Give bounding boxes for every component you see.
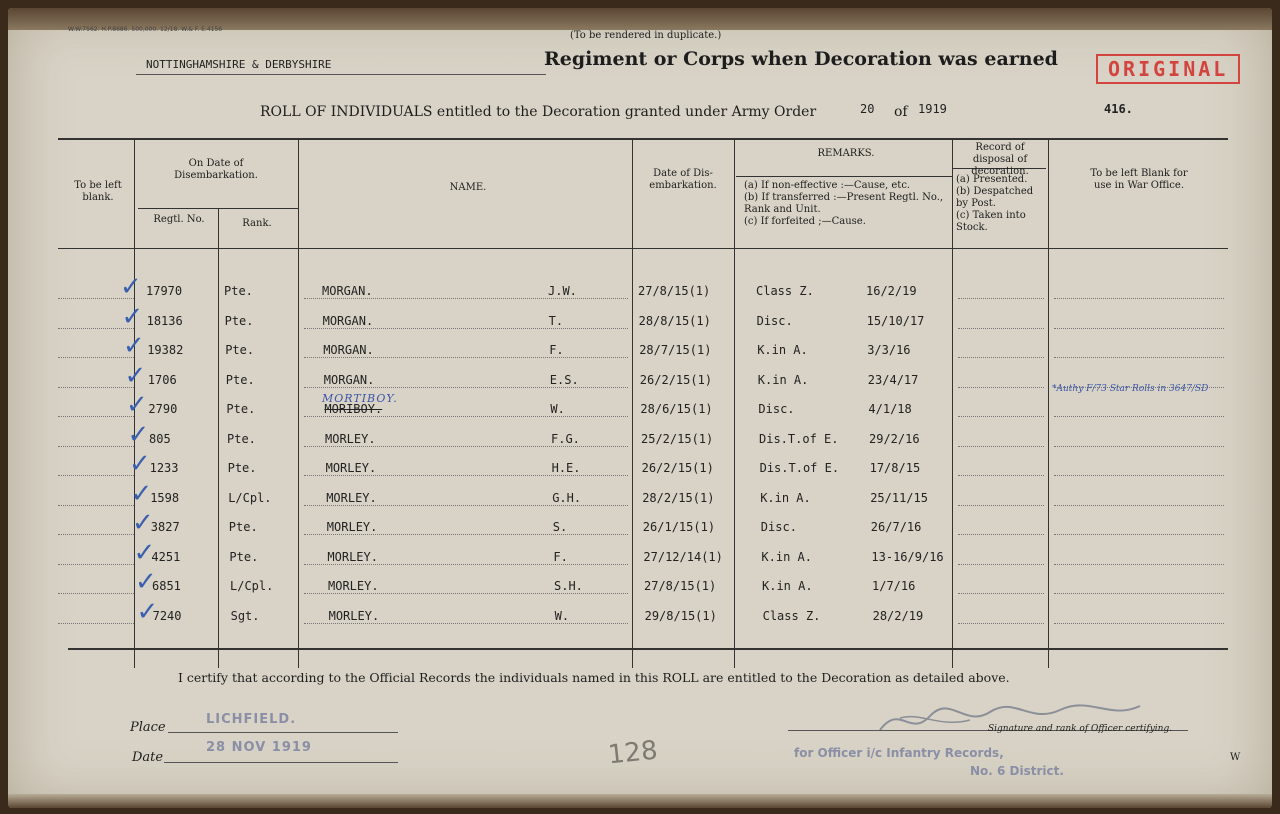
row-dotted-rule bbox=[58, 328, 134, 329]
cell-remark-date: 28/2/19 bbox=[872, 608, 924, 623]
row-dotted-rule bbox=[1054, 564, 1224, 565]
row-dotted-rule bbox=[1054, 475, 1224, 476]
checkmark-icon: ✓ bbox=[129, 449, 151, 479]
row-dotted-rule bbox=[958, 623, 1044, 624]
row-dotted-rule bbox=[958, 534, 1044, 535]
header-remarks-b: (b) If transferred :—Present Regtl. No., Rank and Unit. bbox=[744, 192, 944, 215]
cell-regtl-no: 6851 bbox=[152, 579, 181, 593]
header-regtl-no: Regtl. No. bbox=[153, 214, 205, 225]
cell-rank: Pte. bbox=[226, 402, 256, 416]
cell-initials: S. bbox=[552, 520, 568, 534]
header-war-office: To be left Blank for use in War Office. bbox=[1090, 168, 1188, 191]
cell-surname: MORLEY. bbox=[327, 549, 378, 564]
cell-surname: MORLEY. bbox=[325, 461, 377, 475]
row-dotted-rule bbox=[58, 416, 134, 417]
row-dotted-rule bbox=[1054, 416, 1224, 417]
header-disposal-c: (c) Taken into Stock. bbox=[956, 210, 1026, 233]
header-remarks-a: (a) If non-effective :—Cause, etc. bbox=[744, 180, 911, 191]
cell-remark-cause: K.in A. bbox=[761, 549, 812, 564]
row-dotted-rule bbox=[1054, 593, 1224, 594]
cell-rank: Pte. bbox=[224, 313, 254, 328]
cell-remark-date: 1/7/16 bbox=[872, 579, 916, 593]
checkmark-icon: ✓ bbox=[130, 478, 153, 509]
row-dotted-rule bbox=[58, 505, 134, 506]
row-dotted-rule bbox=[1054, 298, 1224, 299]
cell-remark-cause: Dis.T.of E. bbox=[759, 431, 839, 446]
cell-disembark-date: 27/8/15(1) bbox=[638, 284, 711, 298]
cell-disembark-date: 26/2/15(1) bbox=[639, 372, 713, 387]
row-dotted-rule bbox=[58, 357, 134, 358]
row-dotted-rule bbox=[58, 475, 134, 476]
row-dotted-rule bbox=[958, 475, 1044, 476]
row-dotted-rule bbox=[958, 564, 1044, 565]
header-disposal: Record of disposal of decoration. bbox=[971, 142, 1029, 177]
cell-remark-cause: Dis.T.of E. bbox=[759, 461, 840, 475]
cell-surname: MORGAN. bbox=[323, 372, 375, 387]
checkmark-icon: ✓ bbox=[133, 537, 156, 568]
cell-initials: W. bbox=[550, 402, 565, 416]
header-rank: Rank. bbox=[242, 218, 272, 229]
cell-rank: Pte. bbox=[229, 549, 259, 564]
cell-surname: MORLEY. bbox=[328, 608, 380, 623]
header-remarks-c: (c) If forfeited ;—Cause. bbox=[744, 216, 866, 227]
row-dotted-rule bbox=[1054, 357, 1224, 358]
cell-remark-cause: Disc. bbox=[760, 520, 797, 534]
cell-initials: H.E. bbox=[551, 461, 581, 475]
cell-regtl-no: 1233 bbox=[149, 461, 179, 475]
cell-rank: Pte. bbox=[225, 372, 255, 387]
corner-mark: W bbox=[1230, 752, 1241, 763]
cell-initials: E.S. bbox=[549, 372, 579, 387]
row-dotted-rule bbox=[958, 387, 1044, 388]
cell-disembark-date: 27/12/14(1) bbox=[643, 549, 723, 564]
cell-surname: MORGAN. bbox=[322, 313, 374, 328]
cell-remark-cause: Disc. bbox=[758, 402, 795, 416]
handwritten-margin-note: *Authy F/73 Star Rolls in 3647/SD bbox=[1052, 384, 1209, 394]
row-dotted-rule bbox=[58, 564, 134, 565]
cell-rank: L/Cpl. bbox=[228, 490, 272, 505]
cell-regtl-no: 7240 bbox=[152, 608, 182, 623]
cell-surname: MORLEY. bbox=[328, 579, 379, 593]
cell-remark-cause: K.in A. bbox=[757, 343, 808, 357]
row-dotted-rule bbox=[304, 623, 628, 624]
row-dotted-rule bbox=[304, 534, 628, 535]
page-pencil-number: 128 bbox=[606, 735, 660, 771]
header-disposal-a: (a) Presented. bbox=[956, 174, 1028, 185]
checkmark-icon: ✓ bbox=[135, 567, 157, 597]
order-number: 20 bbox=[860, 102, 875, 116]
cell-remark-cause: Class Z. bbox=[762, 608, 821, 623]
certify-text: I certify that according to the Official Records the individuals named in this ROLL are entitled to the Decoration as detailed above. bbox=[178, 670, 1010, 685]
row-dotted-rule bbox=[304, 416, 628, 417]
row-dotted-rule bbox=[1054, 623, 1224, 624]
place-stamp: LICHFIELD. bbox=[206, 712, 297, 727]
cell-regtl-no: 805 bbox=[149, 431, 171, 446]
row-dotted-rule bbox=[304, 298, 628, 299]
cell-regtl-no: 1706 bbox=[147, 372, 177, 387]
header-name: NAME. bbox=[449, 182, 487, 193]
cell-regtl-no: 2790 bbox=[148, 402, 178, 416]
cell-remark-date: 4/1/18 bbox=[868, 402, 912, 416]
cell-disembark-date: 28/2/15(1) bbox=[642, 490, 715, 505]
cell-remark-date: 15/10/17 bbox=[866, 313, 925, 328]
signature-caption: Signature and rank of Officer certifying. bbox=[988, 724, 1173, 734]
cell-remark-cause: K.in A. bbox=[762, 579, 813, 593]
roll-heading: ROLL OF INDIVIDUALS entitled to the Decoration granted under Army Order bbox=[260, 104, 817, 120]
row-dotted-rule bbox=[304, 564, 628, 565]
regiment-heading: Regiment or Corps when Decoration was earned bbox=[544, 48, 1058, 70]
header-disembarkation: On Date of Disembarkation. bbox=[174, 158, 258, 181]
cell-initials: F. bbox=[549, 343, 564, 357]
date-stamp: 28 NOV 1919 bbox=[206, 740, 312, 755]
cell-initials: G.H. bbox=[552, 490, 582, 505]
row-dotted-rule bbox=[958, 505, 1044, 506]
page-bottom-edge bbox=[8, 794, 1272, 808]
cell-initials: S.H. bbox=[554, 579, 583, 593]
row-dotted-rule bbox=[304, 328, 628, 329]
cell-disembark-date: 26/2/15(1) bbox=[641, 461, 714, 475]
cell-surname: MORGAN. bbox=[323, 343, 374, 357]
cell-disembark-date: 29/8/15(1) bbox=[644, 608, 717, 623]
print-code: W.W.7562. H.P.8686. 500,000. 12/18. W.& F. E.4156 bbox=[68, 26, 223, 33]
cell-initials: W. bbox=[554, 608, 570, 623]
row-dotted-rule bbox=[58, 446, 134, 447]
cell-initials: J.W. bbox=[548, 284, 577, 298]
cell-remark-date: 16/2/19 bbox=[866, 284, 917, 298]
handwritten-name-correction: MORTIBOY. bbox=[322, 392, 398, 405]
cell-disembark-date: 27/8/15(1) bbox=[644, 579, 717, 593]
order-year: 1919 bbox=[918, 102, 947, 116]
cell-surname: MORLEY. bbox=[326, 520, 378, 534]
cell-remark-cause: Disc. bbox=[756, 313, 793, 328]
row-dotted-rule bbox=[58, 387, 134, 388]
row-dotted-rule bbox=[58, 534, 134, 535]
checkmark-icon: ✓ bbox=[127, 419, 150, 450]
row-dotted-rule bbox=[958, 357, 1044, 358]
cell-initials: F. bbox=[553, 549, 568, 564]
cell-regtl-no: 18136 bbox=[146, 313, 183, 328]
sheet-number: 416. bbox=[1104, 102, 1133, 116]
cell-rank: Pte. bbox=[227, 431, 256, 446]
header-disposal-b: (b) Despatched by Post. bbox=[956, 186, 1034, 209]
place-label: Place bbox=[130, 720, 166, 735]
cell-rank: Pte. bbox=[225, 343, 255, 357]
cell-surname: MORLEY. bbox=[325, 431, 376, 446]
row-dotted-rule bbox=[58, 623, 134, 624]
row-dotted-rule bbox=[304, 357, 628, 358]
original-stamp: ORIGINAL bbox=[1096, 54, 1240, 84]
header-blank: To be left blank. bbox=[74, 180, 122, 203]
cell-remark-date: 25/11/15 bbox=[870, 490, 928, 505]
row-dotted-rule bbox=[958, 593, 1044, 594]
checkmark-icon: ✓ bbox=[120, 272, 142, 302]
duplicate-note: (To be rendered in duplicate.) bbox=[570, 30, 722, 41]
cell-remark-date: 13-16/9/16 bbox=[871, 549, 944, 564]
regiment-name: NOTTINGHAMSHIRE & DERBYSHIRE bbox=[146, 58, 332, 71]
row-dotted-rule bbox=[304, 593, 628, 594]
checkmark-icon: ✓ bbox=[124, 360, 147, 391]
cell-remark-date: 29/2/16 bbox=[869, 431, 920, 446]
cell-initials: F.G. bbox=[551, 431, 580, 446]
header-date: Date of Dis-embarkation. bbox=[649, 168, 717, 191]
row-dotted-rule bbox=[304, 387, 628, 388]
row-dotted-rule bbox=[1054, 534, 1224, 535]
row-dotted-rule bbox=[1054, 328, 1224, 329]
cell-regtl-no: 1598 bbox=[150, 490, 180, 505]
cell-remark-date: 3/3/16 bbox=[867, 343, 911, 357]
row-dotted-rule bbox=[1054, 446, 1224, 447]
cell-disembark-date: 26/1/15(1) bbox=[642, 520, 716, 534]
of-label: of bbox=[894, 104, 908, 120]
cell-regtl-no: 4251 bbox=[151, 549, 181, 564]
date-label: Date bbox=[132, 750, 164, 765]
roll-document bbox=[8, 8, 1272, 808]
row-dotted-rule bbox=[58, 593, 134, 594]
cell-disembark-date: 25/2/15(1) bbox=[641, 431, 714, 446]
cell-disembark-date: 28/8/15(1) bbox=[638, 313, 711, 328]
cell-remark-cause: Class Z. bbox=[756, 284, 814, 298]
row-dotted-rule bbox=[958, 446, 1044, 447]
row-dotted-rule bbox=[958, 328, 1044, 329]
checkmark-icon: ✓ bbox=[123, 331, 145, 361]
cell-rank: Pte. bbox=[227, 461, 257, 475]
row-dotted-rule bbox=[58, 298, 134, 299]
cell-remark-date: 23/4/17 bbox=[867, 372, 919, 387]
cell-rank: Pte. bbox=[224, 284, 253, 298]
cell-rank: Pte. bbox=[228, 520, 258, 534]
cell-surname: MORGAN. bbox=[322, 284, 373, 298]
cell-regtl-no: 3827 bbox=[150, 520, 180, 534]
cell-surname: MORLEY. bbox=[326, 490, 377, 505]
checkmark-icon: ✓ bbox=[121, 301, 144, 332]
row-dotted-rule bbox=[958, 416, 1044, 417]
cell-regtl-no: 19382 bbox=[147, 343, 184, 357]
row-dotted-rule bbox=[304, 505, 628, 506]
header-remarks: REMARKS. bbox=[817, 148, 875, 159]
cell-disembark-date: 28/6/15(1) bbox=[640, 402, 713, 416]
cell-rank: L/Cpl. bbox=[230, 579, 274, 593]
cell-rank: Sgt. bbox=[230, 608, 260, 623]
checkmark-icon: ✓ bbox=[136, 596, 159, 627]
row-dotted-rule bbox=[304, 475, 628, 476]
cell-surname: MORIBOY. bbox=[324, 402, 383, 416]
row-dotted-rule bbox=[958, 298, 1044, 299]
cell-remark-date: 26/7/16 bbox=[870, 520, 922, 534]
cell-remark-cause: K.in A. bbox=[757, 372, 809, 387]
checkmark-icon: ✓ bbox=[126, 390, 148, 420]
officer-stamp-line1: for Officer i/c Infantry Records, bbox=[794, 746, 1004, 760]
cell-remark-date: 17/8/15 bbox=[869, 461, 921, 475]
cell-disembark-date: 28/7/15(1) bbox=[639, 343, 712, 357]
cell-regtl-no: 17970 bbox=[146, 284, 183, 298]
cell-remark-cause: K.in A. bbox=[760, 490, 811, 505]
cell-initials: T. bbox=[548, 313, 564, 328]
checkmark-icon: ✓ bbox=[132, 508, 154, 538]
row-dotted-rule bbox=[1054, 505, 1224, 506]
officer-stamp-line2: No. 6 District. bbox=[970, 764, 1064, 778]
row-dotted-rule bbox=[304, 446, 628, 447]
